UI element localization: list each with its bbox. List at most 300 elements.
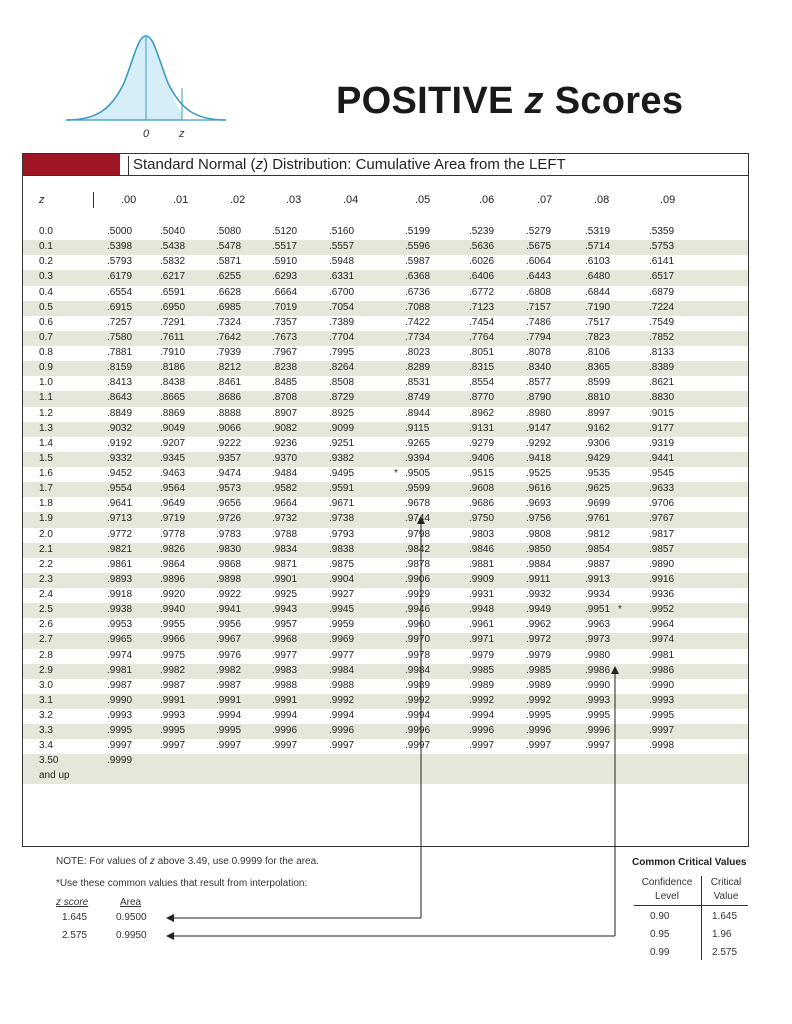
table-cell: .9719 <box>160 513 186 525</box>
critical-divider-h <box>634 905 748 906</box>
table-cell: .9996 <box>526 725 552 737</box>
table-cell: .9864 <box>160 558 186 570</box>
conf-level-3: 0.99 <box>650 947 670 958</box>
table-cell: .9938 <box>107 604 133 616</box>
table-cell: .9945 <box>329 604 355 616</box>
table-cell: .9960 <box>405 619 431 631</box>
table-cell: .5948 <box>329 256 355 268</box>
table-cell: .6480 <box>585 271 611 283</box>
table-cell: .8315 <box>469 362 495 374</box>
mini-z-2: 2.575 <box>62 930 88 941</box>
table-cell: .9582 <box>272 483 298 495</box>
table-cell: .9887 <box>585 558 611 570</box>
row-z-value: 2.7 <box>39 634 53 646</box>
table-cell: .9977 <box>329 649 355 661</box>
table-cell: .9996 <box>272 725 298 737</box>
table-cell: .9904 <box>329 573 355 585</box>
table-row <box>23 558 748 573</box>
table-cell: .9972 <box>526 634 552 646</box>
table-cell: .9997 <box>526 740 552 752</box>
column-header: .04 <box>343 194 359 206</box>
table-cell: .7324 <box>216 316 242 328</box>
table-cell: .8770 <box>469 392 495 404</box>
table-cell: .9990 <box>585 679 611 691</box>
table-cell: .9893 <box>107 573 133 585</box>
table-cell: .8264 <box>329 362 355 374</box>
mini-header-z: z score <box>56 897 89 908</box>
row-z-value: 1.7 <box>39 483 53 495</box>
table-cell: .6517 <box>649 271 675 283</box>
table-row <box>23 588 748 603</box>
table-cell: .9750 <box>469 513 495 525</box>
table-cell: .9834 <box>272 543 298 555</box>
table-row <box>23 739 748 754</box>
table-cell: .9505 <box>405 468 431 479</box>
table-cell: .9997 <box>329 740 355 752</box>
column-header: .09 <box>660 194 676 206</box>
table-cell: .8944 <box>405 407 431 419</box>
table-cell: .5517 <box>272 241 298 253</box>
table-cell: .7823 <box>585 331 611 343</box>
row-z-value: 2.1 <box>39 543 53 555</box>
table-cell: .5398 <box>107 241 133 253</box>
table-cell: .5675 <box>526 241 552 253</box>
critical-divider-v <box>701 876 702 960</box>
table-cell: .8238 <box>272 362 298 374</box>
row-z-value: 0.5 <box>39 301 53 313</box>
table-cell: .9875 <box>329 558 355 570</box>
table-row <box>23 331 748 346</box>
table-cell: .9884 <box>526 558 552 570</box>
table-row <box>23 376 748 391</box>
table-cell: .9484 <box>272 468 298 479</box>
table-cell: .9992 <box>329 694 355 706</box>
table-row <box>23 361 748 376</box>
table-cell: .8997 <box>585 407 611 419</box>
table-cell: .9857 <box>649 543 675 555</box>
table-cell: .9671 <box>329 498 355 510</box>
crit-value-2: 1.96 <box>712 929 732 940</box>
table-cell: .9991 <box>272 694 298 706</box>
row-z-value: 0.7 <box>39 331 53 343</box>
table-cell: .9994 <box>329 710 355 721</box>
table-cell: .6406 <box>469 271 495 283</box>
table-cell: .8051 <box>469 347 495 358</box>
table-cell: .9997 <box>405 740 431 752</box>
table-cell: .9608 <box>469 483 495 495</box>
table-cell: .8708 <box>272 392 298 404</box>
table-cell: .9015 <box>649 407 675 419</box>
table-cell: .9625 <box>585 483 611 495</box>
table-cell: .9842 <box>405 543 431 555</box>
table-cell: .7019 <box>272 301 298 313</box>
row-z-value: 0.6 <box>39 316 53 328</box>
table-cell: .6772 <box>469 286 495 298</box>
table-cell: .5359 <box>649 226 675 237</box>
table-cell: .9997 <box>469 740 495 752</box>
table-cell: .9699 <box>585 498 611 510</box>
table-cell: .9906 <box>405 573 431 585</box>
table-cell: .9913 <box>585 573 611 585</box>
table-cell: .9993 <box>160 710 186 721</box>
table-cell: .9783 <box>216 528 242 540</box>
table-cell: .9131 <box>469 422 495 434</box>
table-row <box>23 452 748 467</box>
table-cell: .8869 <box>160 407 186 419</box>
table-cell: .9821 <box>107 543 133 555</box>
table-cell: .8849 <box>107 407 133 419</box>
table-cell: .7764 <box>469 331 495 343</box>
table-cell: .8665 <box>160 392 186 404</box>
column-header: .01 <box>173 194 189 206</box>
row-z-value: 0.9 <box>39 362 53 374</box>
table-cell: .9989 <box>469 679 495 691</box>
table-cell: .9997 <box>160 740 186 752</box>
conf-level-1: 0.90 <box>650 911 670 922</box>
table-cell: .9956 <box>216 619 242 631</box>
table-cell: .9147 <box>526 422 552 434</box>
table-cell: .7291 <box>160 316 186 328</box>
table-cell: .8106 <box>585 347 611 358</box>
table-cell: .9973 <box>585 634 611 646</box>
table-cell: .5557 <box>329 241 355 253</box>
table-cell: .9934 <box>585 589 611 600</box>
table-cell: .9793 <box>329 528 355 540</box>
table-cell: .7794 <box>526 331 552 343</box>
table-row <box>23 633 748 648</box>
table-cell: .9896 <box>160 573 186 585</box>
table-cell: .9975 <box>160 649 186 661</box>
table-cell: .7088 <box>405 301 431 313</box>
table-cell: .9452 <box>107 468 133 479</box>
table-cell: .9955 <box>160 619 186 631</box>
title-suffix: Scores <box>543 80 684 122</box>
table-row <box>23 528 748 543</box>
and-up-label: and up <box>39 770 70 782</box>
table-cell: .8413 <box>107 377 133 389</box>
table-cell: .9535 <box>585 468 611 479</box>
table-cell: .9961 <box>469 619 495 631</box>
table-cell: .9932 <box>526 589 552 600</box>
table-cell: .9306 <box>585 437 611 449</box>
table-cell: .9989 <box>405 679 431 691</box>
table-cell: .9948 <box>469 604 495 616</box>
table-cell: .9803 <box>469 528 495 540</box>
table-cell: .9997 <box>272 740 298 752</box>
table-cell: .7422 <box>405 316 431 328</box>
table-cell: .8925 <box>329 407 355 419</box>
table-cell: .9429 <box>585 452 611 464</box>
note-z: z <box>149 856 155 867</box>
table-cell: .9032 <box>107 422 133 434</box>
table-cell: .5910 <box>272 256 298 268</box>
row-z-value: 2.8 <box>39 649 53 661</box>
table-cell: .8438 <box>160 377 186 389</box>
table-cell: .6950 <box>160 301 186 313</box>
table-row <box>23 270 748 285</box>
title-prefix: POSITIVE <box>336 80 525 122</box>
table-cell: .9406 <box>469 452 495 464</box>
table-cell: .7611 <box>160 331 185 343</box>
table-cell: .9992 <box>469 694 495 706</box>
table-cell: .9788 <box>272 528 298 540</box>
table-cell: .8686 <box>216 392 242 404</box>
conf-header-1: Confidence <box>641 877 693 888</box>
table-cell: .9983 <box>272 664 298 676</box>
table-cell: .9952 <box>649 604 675 616</box>
table-cell: .8289 <box>405 362 431 374</box>
table-cell: .9099 <box>329 422 355 434</box>
table-cell: .9808 <box>526 528 552 540</box>
table-cell: .9965 <box>107 634 133 646</box>
table-row <box>23 709 748 724</box>
table-row <box>23 649 748 664</box>
table-cell: .7642 <box>216 331 242 343</box>
table-cell: .9761 <box>585 513 611 525</box>
table-cell: .9997 <box>107 740 133 752</box>
table-cell: .9992 <box>405 694 431 706</box>
table-cell: .8340 <box>526 362 552 374</box>
table-cell: .7910 <box>160 347 186 358</box>
table-row <box>23 603 748 618</box>
row-z-value: 2.9 <box>39 664 53 676</box>
table-cell: .5000 <box>107 226 133 237</box>
table-cell: .9066 <box>216 422 242 434</box>
table-cell: .9817 <box>649 528 675 540</box>
table-cell: .9996 <box>469 725 495 737</box>
table-cell: .9981 <box>107 664 133 676</box>
table-cell: .9920 <box>160 589 186 600</box>
table-cell: .9599 <box>405 483 431 495</box>
table-cell: .9049 <box>160 422 186 434</box>
table-cell: .9964 <box>649 619 675 631</box>
crit-value-3: 2.575 <box>712 947 738 958</box>
table-cell: .9545 <box>649 468 675 479</box>
table-cell: .7580 <box>107 331 133 343</box>
table-cell: .6179 <box>107 271 133 283</box>
table-cell: .8389 <box>649 362 675 374</box>
table-cell: .9953 <box>107 619 133 631</box>
interpolation-star: * <box>618 604 622 616</box>
note-suffix: above 3.49, use 0.9999 for the area. <box>154 856 319 867</box>
table-cell: .9861 <box>107 558 133 570</box>
table-cell: .7852 <box>649 331 675 343</box>
note-prefix: NOTE: For values of <box>56 856 150 867</box>
table-cell: .9554 <box>107 483 133 495</box>
table-cell: .8729 <box>329 392 355 404</box>
table-cell: .9996 <box>585 725 611 737</box>
table-cell: .9995 <box>107 725 133 737</box>
table-cell: .8078 <box>526 347 552 358</box>
bell-curve-icon <box>66 28 226 128</box>
table-cell: .5160 <box>329 226 355 237</box>
table-cell: .9982 <box>216 664 242 676</box>
row-z-value: 1.8 <box>39 498 53 510</box>
table-cell: .7157 <box>526 301 552 313</box>
table-row <box>23 301 748 316</box>
header-divider <box>93 192 94 208</box>
row-z-value: 0.8 <box>39 347 53 358</box>
table-cell: .9987 <box>216 679 242 691</box>
table-cell: .5753 <box>649 241 675 253</box>
table-cell: .7454 <box>469 316 495 328</box>
table-cell: .9767 <box>649 513 675 525</box>
mini-header-area: Area <box>120 897 142 908</box>
table-cell: .8962 <box>469 407 495 419</box>
table-cell: .6808 <box>526 286 552 298</box>
table-cell: .9962 <box>526 619 552 631</box>
interpolation-note: *Use these common values that result from interpolation: <box>56 878 308 889</box>
row-z-value: 0.1 <box>39 241 53 253</box>
table-cell: .9991 <box>160 694 186 706</box>
table-cell: .9993 <box>107 710 133 721</box>
table-cell: .5987 <box>405 256 431 268</box>
table-cell: .9838 <box>329 543 355 555</box>
table-cell: .9854 <box>585 543 611 555</box>
row-z-value: 1.1 <box>39 392 53 404</box>
table-row <box>23 255 748 270</box>
column-header: .06 <box>479 194 495 206</box>
table-cell: .9989 <box>526 679 552 691</box>
row-z-value: 3.1 <box>39 694 53 706</box>
table-cell: .9744 <box>405 513 431 525</box>
interpolation-star: * <box>394 468 398 479</box>
table-cell: .9222 <box>216 437 242 449</box>
table-cell: .9995 <box>160 725 186 737</box>
table-cell: .9868 <box>216 558 242 570</box>
table-cell: .9678 <box>405 498 431 510</box>
table-cell: .7704 <box>329 331 355 343</box>
table-cell: .5832 <box>160 256 186 268</box>
table-cell: .9996 <box>329 725 355 737</box>
table-cell: .9988 <box>329 679 355 691</box>
table-cell: .5199 <box>405 226 431 237</box>
table-cell: .6217 <box>160 271 186 283</box>
table-cell: .9177 <box>649 422 675 434</box>
table-cell: .8159 <box>107 362 133 374</box>
table-cell: .9236 <box>272 437 298 449</box>
z-table <box>22 153 749 847</box>
table-cell: .9573 <box>216 483 242 495</box>
table-cell: .6103 <box>585 256 611 268</box>
table-cell: .9997 <box>216 740 242 752</box>
table-cell: .9982 <box>160 664 186 676</box>
table-cell: .9881 <box>469 558 495 570</box>
table-cell: .9418 <box>526 452 552 464</box>
table-cell: .9997 <box>649 725 675 737</box>
row-z-value: 3.50 <box>39 755 59 767</box>
row-z-value: 2.2 <box>39 558 53 570</box>
table-cell: .9207 <box>160 437 186 449</box>
table-cell: .9969 <box>329 634 355 646</box>
table-cell: .6141 <box>649 256 675 268</box>
table-cell: .9963 <box>585 619 611 631</box>
table-cell: .6368 <box>405 271 431 283</box>
table-title-z: z <box>255 156 264 173</box>
table-cell: .9968 <box>272 634 298 646</box>
row-z-value: 1.3 <box>39 422 53 434</box>
table-cell: .9970 <box>405 634 431 646</box>
table-cell: .9981 <box>649 649 675 661</box>
table-cell: .9979 <box>469 649 495 661</box>
table-cell: .9995 <box>585 710 611 721</box>
table-cell: .9977 <box>272 649 298 661</box>
table-cell: .9994 <box>216 710 242 721</box>
table-cell: .5478 <box>216 241 242 253</box>
table-cell: .9394 <box>405 452 431 464</box>
table-cell: .9957 <box>272 619 298 631</box>
row-z-value: 3.3 <box>39 725 53 737</box>
table-row <box>23 694 748 709</box>
row-z-value: 2.3 <box>39 573 53 585</box>
table-cell: .9878 <box>405 558 431 570</box>
row-z-value: 2.4 <box>39 589 53 600</box>
row-z-value: 1.9 <box>39 513 53 525</box>
table-cell: .7734 <box>405 331 431 343</box>
table-cell: .9985 <box>469 664 495 676</box>
table-cell: .5596 <box>405 241 431 253</box>
table-cell: .9946 <box>405 604 431 616</box>
table-cell: .7389 <box>329 316 355 328</box>
row-z-value: 1.0 <box>39 377 53 389</box>
table-cell: .9987 <box>107 679 133 691</box>
table-cell: .9959 <box>329 619 355 631</box>
table-cell: .8023 <box>405 347 431 358</box>
crit-value-1: 1.645 <box>712 911 738 922</box>
table-cell: .9292 <box>526 437 552 449</box>
table-cell: .9693 <box>526 498 552 510</box>
bell-curve-graphic <box>66 28 226 148</box>
table-cell: .9830 <box>216 543 242 555</box>
table-cell: .9993 <box>649 694 675 706</box>
table-cell: .9929 <box>405 589 431 600</box>
mini-area-1: 0.9500 <box>116 912 147 923</box>
column-header-z: z <box>39 194 45 206</box>
table-cell: .9772 <box>107 528 133 540</box>
curve-label-zero: 0 <box>143 128 150 140</box>
row-z-value: 0.4 <box>39 286 53 298</box>
table-cell: .9922 <box>216 589 242 600</box>
table-cell: .7995 <box>329 347 355 358</box>
table-row <box>23 286 748 301</box>
column-header: .02 <box>230 194 246 206</box>
table-cell: .9463 <box>160 468 186 479</box>
table-cell: .9980 <box>585 649 611 661</box>
table-cell: .9976 <box>216 649 242 661</box>
table-cell: .8577 <box>526 377 552 389</box>
table-row <box>23 497 748 512</box>
table-row <box>23 512 748 527</box>
table-title <box>128 156 566 175</box>
table-cell: .9943 <box>272 604 298 616</box>
crit-header-1: Critical <box>710 877 742 888</box>
table-row <box>23 437 748 452</box>
table-cell: .9664 <box>272 498 298 510</box>
table-cell: .9995 <box>526 710 552 721</box>
table-cell: .8749 <box>405 392 431 404</box>
title-z: z <box>524 80 544 122</box>
table-cell: .9495 <box>329 468 355 479</box>
table-cell: .7224 <box>649 301 675 313</box>
curve-label-z: z <box>179 128 185 140</box>
table-cell: .6700 <box>329 286 355 298</box>
table-cell: .8888 <box>216 407 242 419</box>
table-cell: .8643 <box>107 392 133 404</box>
table-cell: .9756 <box>526 513 552 525</box>
table-cell: .9911 <box>526 573 551 585</box>
table-cell: .9357 <box>216 452 242 464</box>
table-cell: .9778 <box>160 528 186 540</box>
